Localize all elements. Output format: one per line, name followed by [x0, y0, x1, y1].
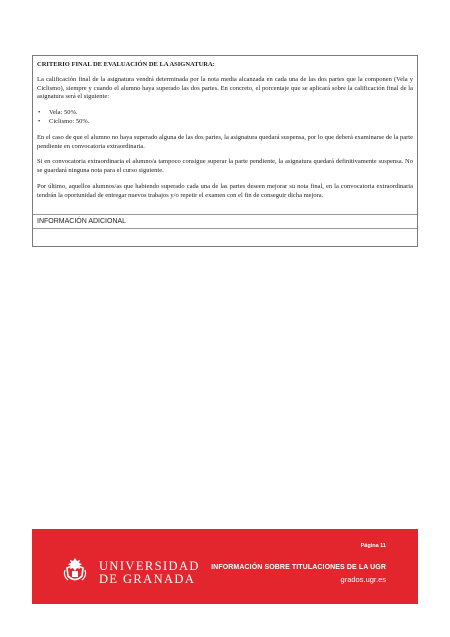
criteria-paragraph-4: Por último, aquellos alumnos/as que habiendo superado cada una de las partes deseen mejorar su nota final, en la convocatoria extraordinaria tendrán la oportunidad de entregar nuevos trabajos y/o repetir el examen con el fin de conseguir dicha mejora.: [37, 182, 413, 199]
weight-list: [37, 109, 413, 127]
weight-item-cycling: • Ciclismo: 50%.: [37, 118, 413, 127]
university-name-line1: UNIVERSIDAD: [99, 559, 200, 573]
university-shield-icon: [61, 556, 89, 584]
additional-info-heading: INFORMACIÓN ADICIONAL: [33, 215, 417, 229]
criteria-paragraph-2: En el caso de que el alumno no haya superado alguna de las dos partes, la asignatura quedará suspensa, por lo que deberá examinarse de la parte pendiente en convocatoria extraordinaria.: [37, 133, 413, 150]
titulaciones-link-text[interactable]: INFORMACIÓN SOBRE TITULACIONES DE LA UGR: [211, 564, 386, 571]
criteria-paragraph-3: Si en convocatoria extraordinaria el alumno/a tampoco consigue superar la parte pendiente, la asignatura quedará definitivamente suspensa. No se guardará ninguna nota para el curso siguiente.: [37, 158, 413, 175]
additional-info-content: [33, 229, 417, 246]
evaluation-table: [32, 55, 418, 247]
final-criteria-heading: CRITERIO FINAL DE EVALUACIÓN DE LA ASIGNATURA:: [37, 61, 215, 68]
weight-item-sailing: • Vela: 50%.: [37, 109, 413, 118]
final-criteria-section: [33, 56, 417, 215]
page-footer: [32, 529, 418, 604]
university-name-line2: DE GRANADA: [99, 572, 196, 586]
criteria-paragraph-1: La calificación final de la asignatura vendrá determinada por la nota media alcanzada en cada una de las dos partes que la componen (Vela y Ciclismo), siempre y cuando el alumno haya superado las dos partes. En concreto, el porcentaje que se aplicará sobre la calificación final de la asignatura será el siguiente:: [37, 75, 413, 101]
grados-url[interactable]: grados.ugr.es: [340, 575, 386, 584]
page-number: Página 11: [360, 543, 386, 549]
